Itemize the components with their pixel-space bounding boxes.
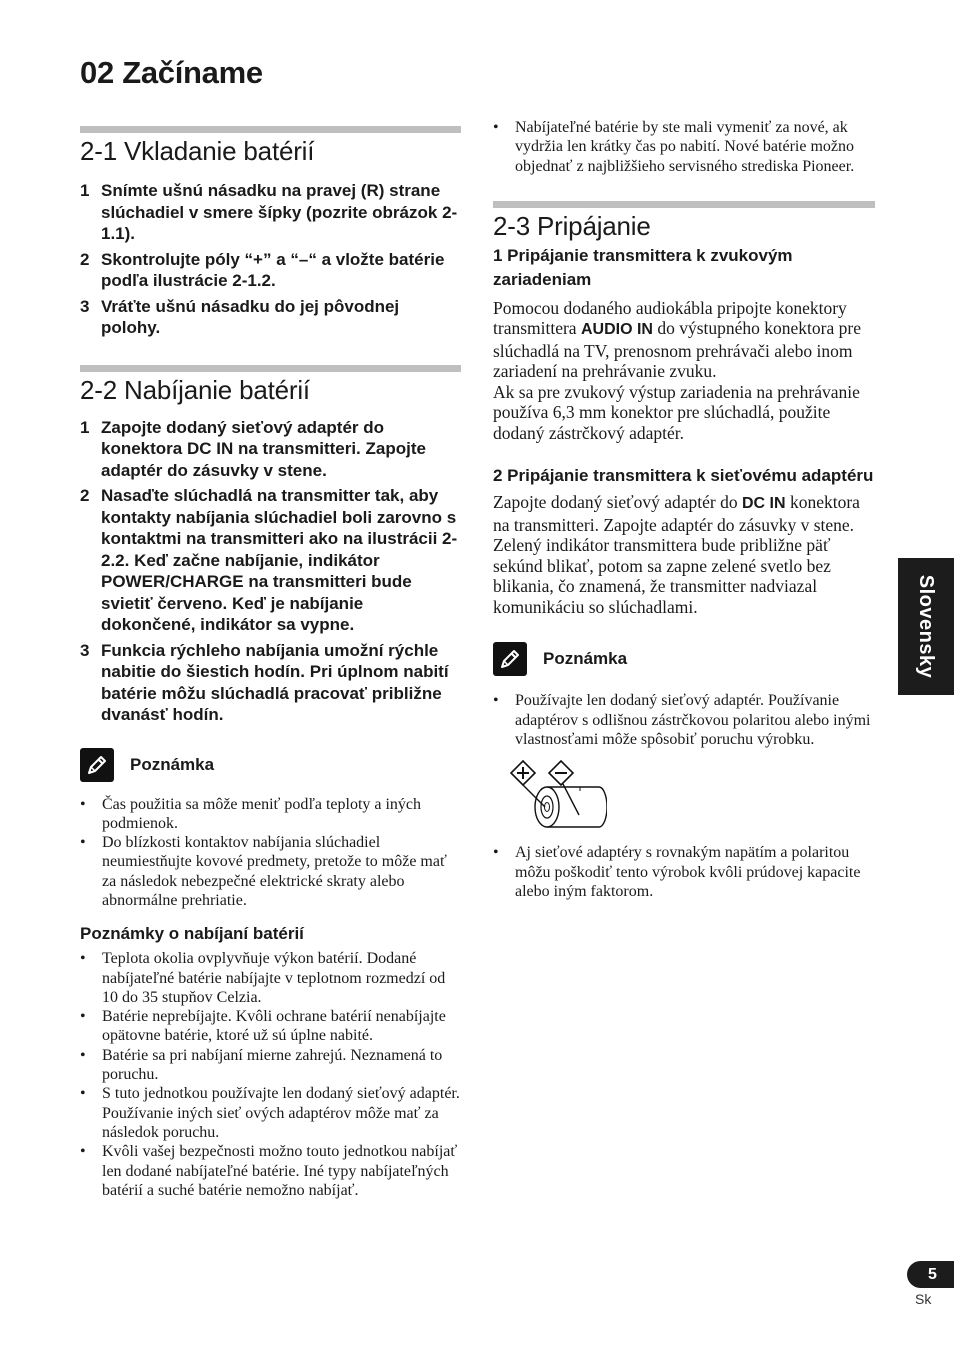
- note-item: [493, 691, 875, 749]
- note-text: Čas použitia sa môže meniť podľa teploty a iných podmienok.: [102, 795, 422, 832]
- note-text: Používajte len dodaný sieťový adaptér. Používanie adaptérov s odlišnou zástrčkovou polaritou alebo inými vlastnosťami môže spôsobiť poruchu výrobku.: [515, 692, 871, 748]
- sub1-paragraph-1: [493, 298, 875, 382]
- step-item: [80, 640, 461, 726]
- audio-in-label: AUDIO IN: [580, 321, 653, 339]
- section-rule: [493, 201, 875, 208]
- charge-notes: [80, 795, 461, 911]
- note-item: [493, 118, 875, 176]
- step-number: 3: [80, 640, 90, 660]
- note-text: Batérie neprebíjajte. Kvôli ochrane batérií nenabíjajte opätovne batérie, ktoré už sú úplne nabité.: [102, 1008, 446, 1045]
- pencil-note-icon: [493, 642, 527, 676]
- note-text: Do blízkosti kontaktov nabíjania slúchadiel neumiestňujte kovové predmety, pretože to môže mať za následok nebezpečné elektrické skraty alebo abnormálne prehriatie.: [102, 834, 447, 909]
- page-number-badge: [907, 1261, 954, 1288]
- note-text: Nabíjateľné batérie by ste mali vymeniť za nové, ak vydržia len krátky čas po nabití. Nové batérie možno objednať z najbližšieho servisného strediska Pioneer.: [515, 119, 855, 175]
- bullet: •: [80, 834, 86, 852]
- language-tab-label: Slovensky: [915, 574, 938, 679]
- step-item: [80, 296, 461, 339]
- note-label: Poznámka: [130, 754, 215, 774]
- note-label: Poznámka: [543, 649, 628, 669]
- bullet: •: [493, 119, 499, 136]
- left-column: [80, 126, 461, 1200]
- step-number: 2: [80, 249, 90, 269]
- note-item: [80, 1142, 461, 1200]
- note-item: [80, 949, 461, 1007]
- bullet: •: [493, 692, 499, 710]
- step-number: 1: [80, 417, 90, 437]
- step-number: 2: [80, 486, 90, 505]
- sub2-paragraph-2: Zelený indikátor transmittera bude približne päť sekúnd blikať, potom sa zapne zelené svetlo bez blikania, čo znamená, že transmitter nadviazal komunikáciu so slúchadlami.: [493, 535, 831, 617]
- note-text: Batérie sa pri nabíjaní mierne zahrejú. Neznamená to poruchu.: [102, 1046, 443, 1084]
- sub2-title: 2 Pripájanie transmittera k sieťovému adaptéru: [493, 466, 874, 486]
- bullet: •: [80, 1085, 86, 1103]
- note-item: [80, 1007, 461, 1046]
- note-text: Kvôli vašej bezpečnosti možno touto jednotkou nabíjať len dodané nabíjateľné batérie. Iné typy nabíjateľných batérií a suché batérie nemožno nabíjať.: [102, 1143, 458, 1199]
- note-item: [80, 795, 461, 834]
- battery-notes: [80, 949, 461, 1200]
- text: do výstupného konektora pre slúchadlá na TV, prenosnom prehrávači alebo inom zariadení na prehrávanie zvuku.: [493, 318, 861, 382]
- text: Zapojte dodaný sieťový adaptér do: [493, 492, 742, 513]
- step-item: [80, 249, 461, 292]
- note-text: S tuto jednotkou používajte len dodaný sieťový adaptér. Používanie iných sieť ových adaptérov môže mať za následok poruchu.: [102, 1085, 460, 1141]
- text: Pomocou dodaného audiokábla pripojte konektory transmittera: [493, 297, 847, 339]
- note-item: [493, 843, 875, 901]
- step-item: [80, 417, 461, 482]
- connection-notes-2: [493, 843, 875, 901]
- bullet: •: [80, 1143, 86, 1161]
- polarity-icon: [507, 759, 875, 834]
- language-code: Sk: [915, 1291, 932, 1307]
- note-header: [80, 748, 461, 782]
- step-text: Snímte ušnú násadku na pravej (R) strane slúchadiel v smere šípky (pozrite obrázok 2-1.1).: [101, 181, 458, 243]
- step-number: 3: [80, 296, 90, 316]
- pencil-note-icon: [80, 748, 114, 782]
- section-rule: [80, 126, 461, 133]
- sub1-title: 1 Pripájanie transmittera k zvukovým zariadeniam: [493, 245, 793, 289]
- battery-notes-title: Poznámky o nabíjaní batérií: [80, 924, 304, 944]
- dc-in-label: DC IN: [742, 495, 786, 513]
- bullet: •: [493, 844, 499, 862]
- bullet: •: [80, 1008, 86, 1026]
- section-title-vkladanie: 2-1 Vkladanie batérií: [80, 136, 315, 166]
- note-header: [493, 642, 875, 676]
- bullet: •: [80, 1046, 86, 1064]
- section-title-pripajanie: 2-3 Pripájanie: [493, 210, 651, 241]
- note-text: Teplota okolia ovplyvňuje výkon batérií. Dodané nabíjateľné batérie nabíjajte v teplotnom rozmedzí od 10 do 35 stupňov Celzia.: [102, 950, 446, 1006]
- sub2-paragraph-1: [493, 492, 875, 535]
- page-number: 5: [928, 1265, 937, 1283]
- step-text: Nasaďte slúchadlá na transmitter tak, aby kontakty nabíjania slúchadiel boli zarovno s kontaktmi na transmitteri ako na ilustrácii 2-2.2. Keď začne nabíjanie, indikátor POWER/CHARGE na transmitteri bude svietiť červeno. Keď je nabíjanie dokončené, indikátor sa vypne.: [101, 486, 458, 634]
- right-column: [493, 118, 875, 901]
- section-title-nabijanie: 2-2 Nabíjanie batérií: [80, 374, 310, 405]
- charge-steps: [80, 417, 461, 726]
- step-text: Vráťte ušnú násadku do jej pôvodnej polohy.: [101, 296, 400, 337]
- bullet: •: [80, 795, 86, 813]
- language-side-tab: [898, 558, 954, 695]
- text: konektora na transmitteri. Zapojte adaptér do zásuvky v stene.: [493, 492, 860, 535]
- step-item: [80, 485, 461, 636]
- insert-steps: [80, 180, 461, 339]
- step-text: Zapojte dodaný sieťový adaptér do konektora DC IN na transmitteri. Zapojte adaptér do zásuvky v stene.: [101, 417, 426, 480]
- step-number: 1: [80, 181, 90, 200]
- note-text: Aj sieťové adaptéry s rovnakým napätím a polaritou môžu poškodiť tento výrobok kvôli prúdovej kapacite alebo iným faktorom.: [515, 844, 861, 900]
- note-item: [80, 1046, 461, 1085]
- note-item: [80, 833, 461, 910]
- sub1-paragraph-2: Ak sa pre zvukový výstup zariadenia na prehrávanie používa 6,3 mm konektor pre slúchadlá, použite dodaný zástrčkový adaptér.: [493, 381, 860, 443]
- chapter-title: 02 Začíname: [80, 55, 263, 90]
- battery-notes-continued: [493, 118, 875, 176]
- step-text: Funkcia rýchleho nabíjania umožní rýchle nabitie do šiestich hodín. Pri úplnom nabití batérie môžu slúchadlá pracovať približne dvanásť hodín.: [101, 640, 449, 724]
- step-item: [80, 180, 461, 245]
- note-item: [80, 1084, 461, 1142]
- bullet: •: [80, 950, 86, 968]
- section-rule: [80, 365, 461, 372]
- connection-notes: [493, 691, 875, 749]
- step-text: Skontrolujte póly “+” a “–“ a vložte batérie podľa ilustrácie 2-1.2.: [101, 249, 445, 290]
